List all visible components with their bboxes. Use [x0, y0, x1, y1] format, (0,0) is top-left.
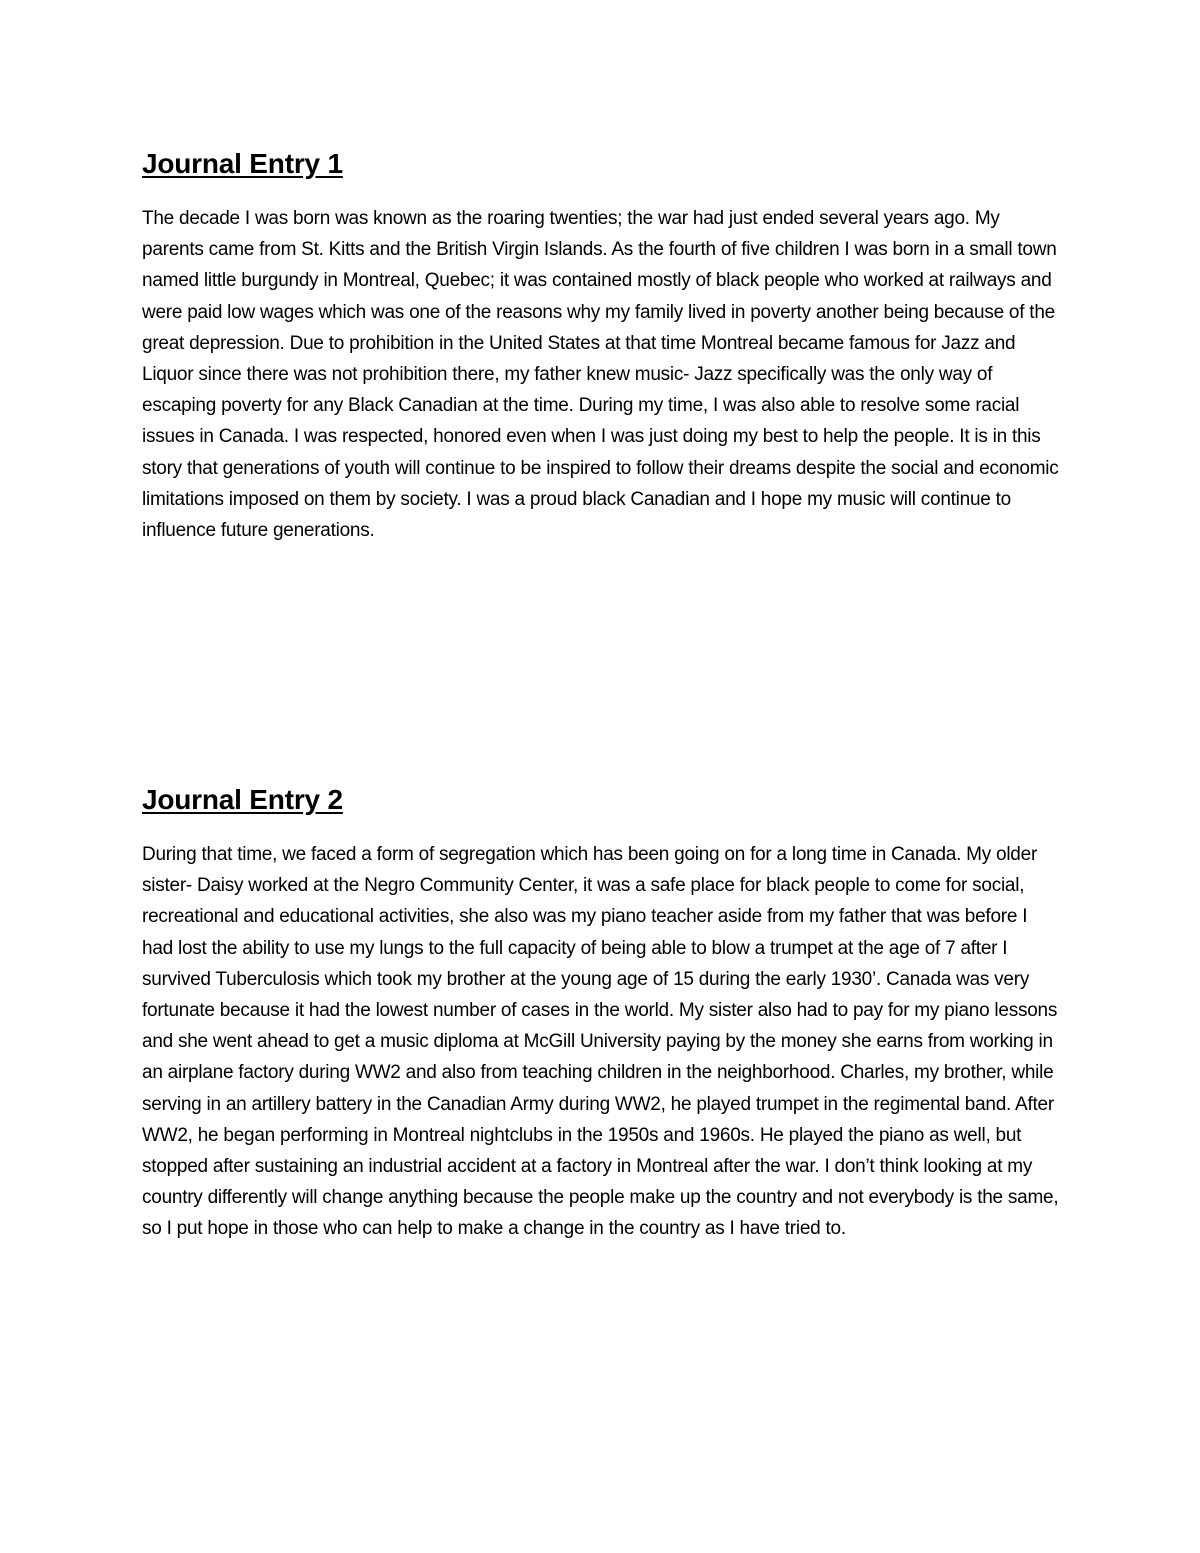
journal-entry-2-body: During that time, we faced a form of segregation which has been going on for a long time in Canada. My older sister- Daisy worked at the Negro Community Center, it was a safe place for black people to come for social, recreational and educational activities, she also was my piano teacher aside from my father that was before I had lost the ability to use my lungs to the full capacity of being able to blow a trumpet at the age of 7 after I survived Tuberculosis which took my brother at the young age of 15 during the early 1930’. Canada was very fortunate because it had the lowest number of cases in the world. My sister also had to pay for my piano lessons and she went ahead to get a music diploma at McGill University paying by the money she earns from working in an airplane factory during WW2 and also from teaching children in the neighborhood. Charles, my brother, while serving in an artillery battery in the Canadian Army during WW2, he played trumpet in the regimental band. After WW2, he began performing in Montreal nightclubs in the 1950s and 1960s. He played the piano as well, but stopped after sustaining an industrial accident at a factory in Montreal after the war. I don’t think looking at my country differently will change anything because the people make up the country and not everybody is the same, so I put hope in those who can help to make a change in the country as I have tried to. — [142, 844, 1059, 1240]
journal-entry-1-title: Journal Entry 1 — [142, 148, 343, 179]
journal-entry-2 — [142, 781, 1062, 1245]
journal-entry-2-title: Journal Entry 2 — [142, 784, 343, 815]
journal-entry-1 — [142, 145, 1062, 546]
journal-entry-1-body: The decade I was born was known as the roaring twenties; the war had just ended several years ago. My parents came from St. Kitts and the British Virgin Islands. As the fourth of five children I was born in a small town named little burgundy in Montreal, Quebec; it was contained mostly of black people who worked at railways and were paid low wages which was one of the reasons why my family lived in poverty another being because of the great depression. Due to prohibition in the United States at that time Montreal became famous for Jazz and Liquor since there was not prohibition there, my father knew music- Jazz specifically was the only way of escaping poverty for any Black Canadian at the time. During my time, I was also able to resolve some racial issues in Canada. I was respected, honored even when I was just doing my best to help the people. It is in this story that generations of youth will continue to be inspired to follow their dreams despite the social and economic limitations imposed on them by society. I was a proud black Canadian and I hope my music will continue to influence future generations. — [142, 208, 1059, 542]
